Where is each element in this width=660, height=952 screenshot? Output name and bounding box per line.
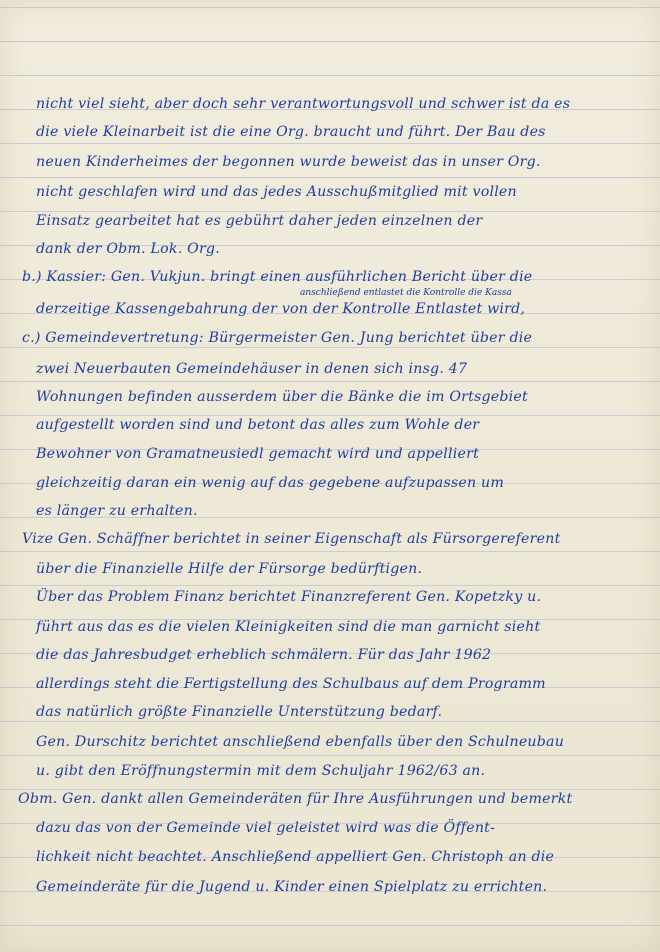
text-line: u. gibt den Eröffnungstermin mit dem Schuljahr 1962/63 an.	[36, 763, 486, 779]
text-line: lichkeit nicht beachtet. Anschließend appelliert Gen. Christoph an die	[36, 849, 555, 865]
text-line: Über das Problem Finanz berichtet Finanzreferent Gen. Kopetzky u.	[36, 589, 542, 605]
text-line: aufgestellt worden sind und betont das alles zum Wohle der	[36, 417, 480, 433]
text-line: Gemeinderäte für die Jugend u. Kinder einen Spielplatz zu errichten.	[36, 879, 548, 895]
text-line: neuen Kinderheimes der begonnen wurde beweist das in unser Org.	[36, 154, 541, 170]
text-line: dazu das von der Gemeinde viel geleistet wird was die Öffent-	[36, 820, 496, 836]
text-line: gleichzeitig daran ein wenig auf das gegebene aufzupassen um	[36, 475, 505, 491]
text-line: führt aus das es die vielen Kleinigkeiten sind die man garnicht sieht	[36, 619, 541, 635]
text-line: die viele Kleinarbeit ist die eine Org. braucht und führt. Der Bau des	[36, 124, 546, 140]
text-line: Einsatz gearbeitet hat es gebührt daher jeden einzelnen der	[36, 213, 483, 229]
insertion-note: anschließend entlastet die Kontrolle die Kassa	[300, 288, 512, 298]
text-line: Obm. Gen. dankt allen Gemeinderäten für Ihre Ausführungen und bemerkt	[18, 791, 573, 807]
text-line: zwei Neuerbauten Gemeindehäuser in denen sich insg. 47	[36, 361, 468, 377]
text-line: Wohnungen befinden ausserdem über die Bänke die im Ortsgebiet	[36, 389, 528, 405]
text-line: derzeitige Kassengebahrung der von der Kontrolle Entlastet wird,	[36, 301, 526, 317]
text-line: allerdings steht die Fertigstellung des Schulbaus auf dem Programm	[36, 676, 546, 692]
text-line: das natürlich größte Finanzielle Unterstützung bedarf.	[36, 704, 443, 720]
text-line: Vize Gen. Schäffner berichtet in seiner Eigenschaft als Fürsorgereferent	[22, 531, 561, 547]
text-line: nicht viel sieht, aber doch sehr verantwortungsvoll und schwer ist da es	[36, 96, 571, 112]
text-line: die das Jahresbudget erheblich schmälern. Für das Jahr 1962	[36, 647, 492, 663]
text-line: Bewohner von Gramatneusiedl gemacht wird und appelliert	[36, 446, 479, 462]
text-line: b.) Kassier: Gen. Vukjun. bringt einen ausführlichen Bericht über die	[22, 269, 533, 285]
text-line: es länger zu erhalten.	[36, 503, 198, 519]
text-line: dank der Obm. Lok. Org.	[36, 241, 220, 257]
text-line: über die Finanzielle Hilfe der Fürsorge bedürftigen.	[36, 561, 423, 577]
text-line: c.) Gemeindevertretung: Bürgermeister Gen. Jung berichtet über die	[22, 330, 533, 346]
text-line: Gen. Durschitz berichtet anschließend ebenfalls über den Schulneubau	[36, 734, 565, 750]
text-line: nicht geschlafen wird und das jedes Ausschußmitglied mit vollen	[36, 184, 517, 200]
